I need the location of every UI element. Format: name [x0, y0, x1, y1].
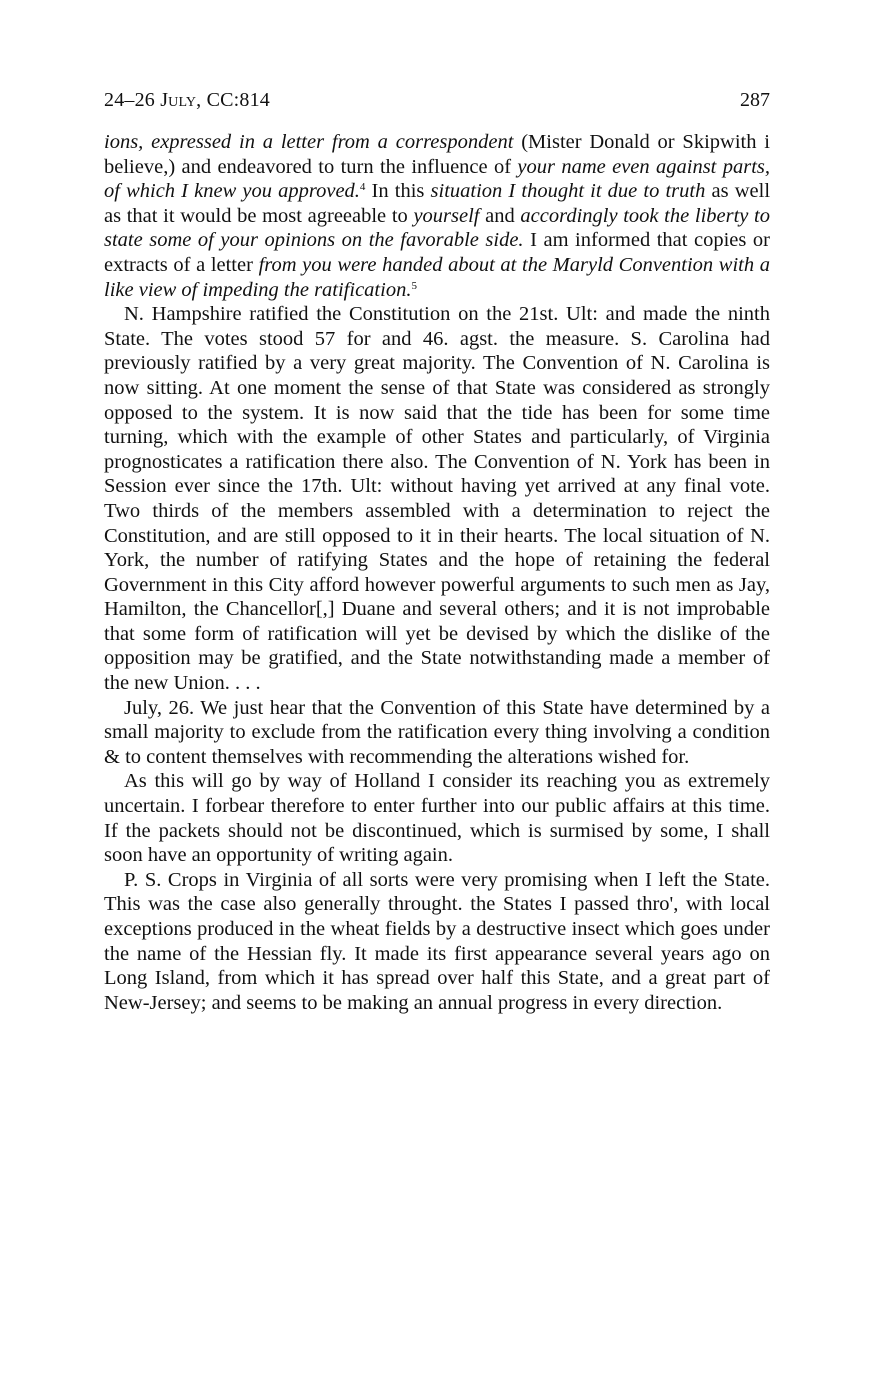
running-head	[104, 86, 770, 114]
paragraph-2: N. Hampshire ratified the Constitution on the 21st. Ult: and made the ninth State. The votes stood 57 for and 46. agst. the measure. S. Carolina had previously ratified by a very great majority. The Convention of N. Carolina is now sitting. At one moment the sense of that State was considered as strongly opposed to the system. It is now said that the tide has been for some time turning, which with the example of other States and particularly, of Virginia prognosticates a ratification there also. The Convention of N. York has been in Session ever since the 17th. Ult: without having yet arrived at any final vote. Two thirds of the members assembled with a determination to reject the Constitution, and are still opposed to it in their hearts. The local situation of N. York, the number of ratifying States and the hope of retaining the federal Government in this City afford however powerful arguments to such men as Jay, Hamilton, the Chancellor[,] Duane and several others; and it is not improbable that some form of ratification will yet be devised by which the dislike of the opposition may be gratified, and the State notwithstanding made a member of the new Union. . . .	[104, 303, 770, 695]
paragraph-5: P. S. Crops in Virginia of all sorts were very promising when I left the State. This was the case also generally throught. the States I passed thro', with local exceptions produced in the wheat fields by a destructive insect which goes under the name of the Hessian fly. It made its first appearance several years ago on Long Island, from which it has spread over half this State, and a great part of New-Jersey; and seems to be making an annual progress in every direction.	[104, 868, 770, 1014]
document-page	[104, 86, 770, 1015]
footnote-ref-4: 4	[359, 181, 366, 194]
p1-text-8: and	[479, 204, 521, 227]
p1-italic-1: ions, expressed in a letter from a correspondent	[104, 131, 514, 153]
paragraph-4: As this will go by way of Holland I consider its reaching you as extremely uncertain. I forbear therefore to enter further into our public affairs at this time. If the packets should not be discontinued, which is surmised by some, I shall soon have an opportunity of writing again.	[104, 770, 770, 867]
running-head-month: July	[160, 89, 197, 111]
p1-text-2: (Mister Donald or Skipwith i believe,) and endeavored to turn the influence of	[104, 131, 770, 178]
p1-italic-11: from you were handed about at the Maryld Convention with a like view of impeding the ratification.	[104, 253, 770, 301]
p1-text-10: I am informed that copies or extracts of a letter	[104, 229, 770, 276]
p1-italic-9: accordingly took the liberty to state some of your opinions on the favorable side.	[104, 204, 771, 252]
footnote-ref-5: 5	[411, 279, 417, 292]
running-head-date: 24–26	[104, 89, 161, 111]
page-number: 287	[740, 89, 770, 111]
body-text	[104, 130, 770, 1015]
p1-text-6: as well as that it would be most agreeable to	[104, 180, 771, 227]
running-head-left	[104, 86, 270, 114]
p1-italic-5: situation I thought it due to truth	[430, 180, 706, 203]
running-head-doc: , CC:814	[196, 89, 271, 111]
p1-italic-7: yourself	[413, 204, 480, 227]
paragraph-1	[104, 130, 770, 302]
p1-italic-3: your name even against parts, of which I knew you approved.	[104, 155, 770, 203]
p1-text-4: In this	[365, 180, 431, 203]
paragraph-3: July, 26. We just hear that the Convention of this State have determined by a small majority to exclude from the ratification every thing involving a condition & to content themselves with recommending the alterations wished for.	[104, 696, 770, 768]
